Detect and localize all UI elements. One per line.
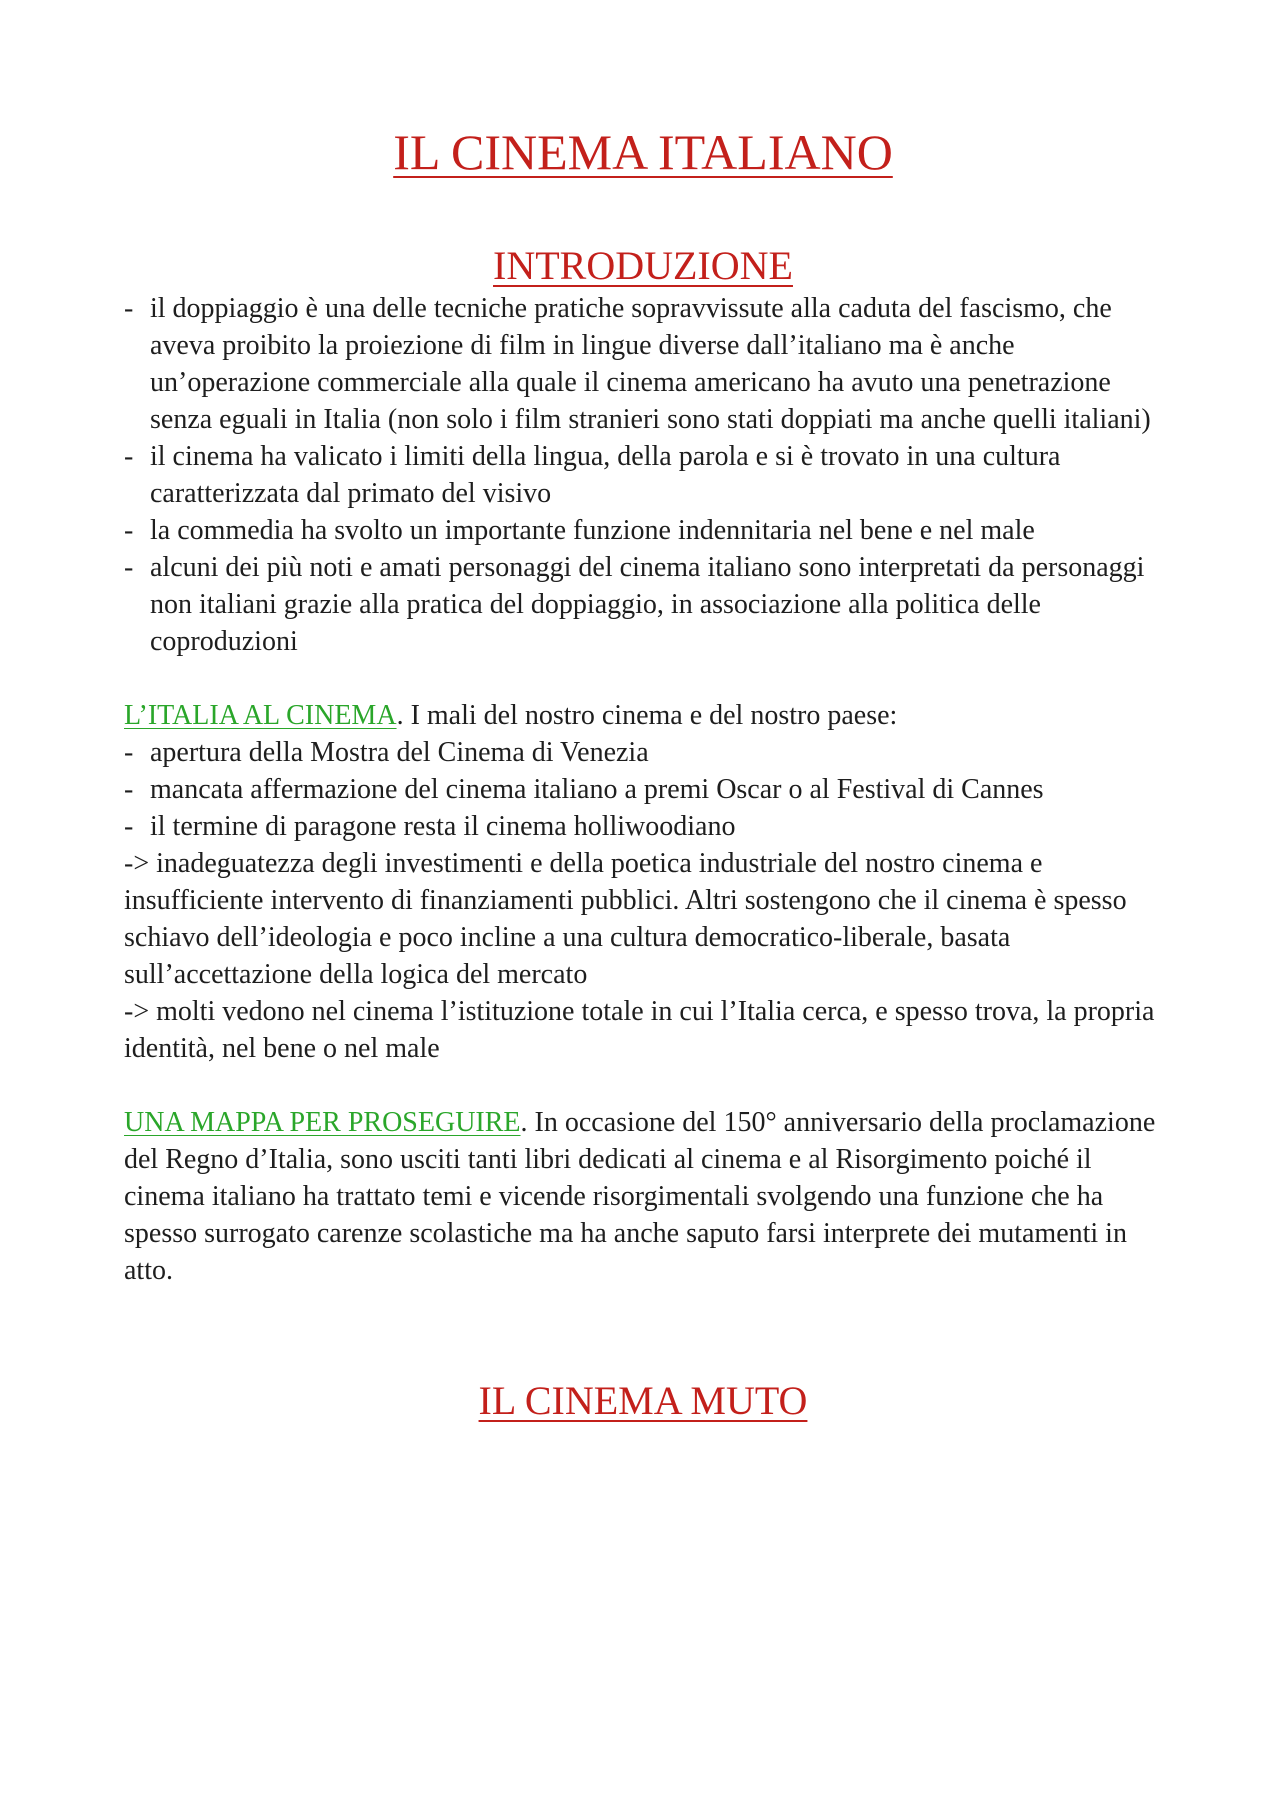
list-item: - il cinema ha valicato i limiti della lingua, della parola e si è trovato in una cultura caratterizzata dal primato del visivo	[124, 438, 1162, 512]
introduzione-list	[124, 290, 1162, 660]
list-item: - apertura della Mostra del Cinema di Venezia	[124, 734, 1162, 771]
italia-al-cinema-intro	[124, 697, 1162, 734]
section-mappa	[124, 1104, 1162, 1289]
mappa-paragraph	[124, 1104, 1162, 1289]
list-item: - mancata affermazione del cinema italiano a premi Oscar o al Festival di Cannes	[124, 771, 1162, 808]
list-item: - alcuni dei più noti e amati personaggi del cinema italiano sono interpretati da personaggi non italiani grazie alla pratica del doppiaggio, in associazione alla politica delle coproduzioni	[124, 549, 1162, 660]
section-italia-al-cinema	[124, 697, 1162, 1067]
list-item: - il doppiaggio è una delle tecniche pratiche sopravvissute alla caduta del fascismo, che aveva proibito la proiezione di film in lingue diverse dall’italiano ma è anche un’operazione commerciale alla quale il cinema americano ha avuto una penetrazione senza eguali in Italia (non solo i film stranieri sono stati doppiati ma anche quelli italiani)	[124, 290, 1162, 438]
mappa-text: . In occasione del 150° anniversario della proclamazione del Regno d’Italia, sono usciti tanti libri dedicati al cinema e al Risorgimento poiché il cinema italiano ha trattato temi e vicende risorgimentali svolgendo una funzione che ha spesso surrogato carenze scolastiche ma ha anche saputo farsi interprete dei mutamenti in atto.	[124, 1107, 1156, 1286]
list-item: - la commedia ha svolto un importante funzione indennitaria nel bene e nel male	[124, 512, 1162, 549]
list-item: - il termine di paragone resta il cinema holliwoodiano	[124, 808, 1162, 845]
mappa-label: UNA MAPPA PER PROSEGUIRE	[124, 1107, 521, 1138]
page-title: IL CINEMA ITALIANO	[393, 124, 893, 180]
section-heading-introduzione: INTRODUZIONE	[493, 243, 793, 288]
italia-al-cinema-paragraph: -> molti vedono nel cinema l’istituzione totale in cui l’Italia cerca, e spesso trova, la propria identità, nel bene o nel male	[124, 996, 1155, 1064]
italia-al-cinema-label: L’ITALIA AL CINEMA	[124, 700, 397, 731]
italia-al-cinema-list	[124, 734, 1162, 845]
section-heading-cinema-muto: IL CINEMA MUTO	[478, 1378, 808, 1423]
italia-al-cinema-intro-text: . I mali del nostro cinema e del nostro paese:	[396, 700, 898, 731]
italia-al-cinema-paragraph: -> inadeguatezza degli investimenti e della poetica industriale del nostro cinema e insufficiente intervento di finanziamenti pubblici. Altri sostengono che il cinema è spesso schiavo dell’ideologia e poco incline a una cultura democratico-liberale, basata sull’accettazione della logica del mercato	[124, 848, 1127, 990]
